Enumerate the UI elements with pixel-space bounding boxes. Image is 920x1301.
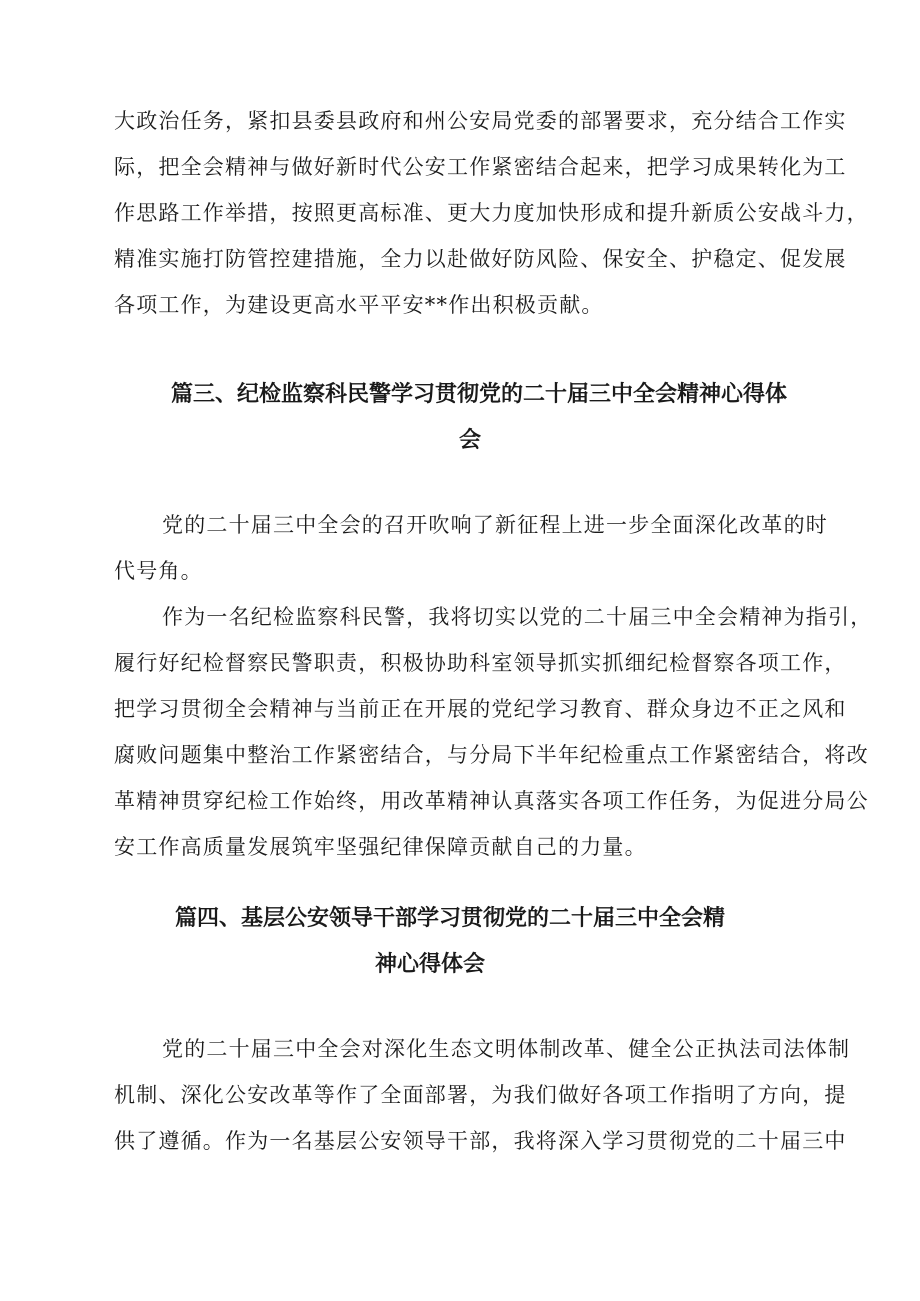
paragraph-4 (114, 1026, 851, 1164)
paragraph-1 (114, 98, 869, 328)
paragraph-2 (114, 502, 826, 594)
paragraph-3 (114, 594, 873, 870)
paragraph-4-line-3: 供了遵循。作为一名基层公安领导干部，我将深入学习贯彻党的二十届三中 (114, 1129, 847, 1153)
section-heading-3-line-2: 会 (458, 428, 481, 453)
paragraph-3-line-3: 把学习贯彻全会精神与当前正在开展的党纪学习教育、群众身边不正之风和 (114, 697, 847, 721)
section-heading-3-line-1: 篇三、纪检监察科民警学习贯彻党的二十届三中全会精神心得体 (170, 382, 787, 407)
section-heading-3 (114, 372, 826, 464)
paragraph-2-line-2: 代号角。 (114, 559, 203, 583)
section-heading-4 (114, 896, 826, 988)
paragraph-1-line-1: 大政治任务，紧扣县委县政府和州公安局党委的部署要求，充分结合工作实 (114, 109, 847, 133)
paragraph-1-line-2: 际，把全会精神与做好新时代公安工作紧密结合起来，把学习成果转化为工 (114, 155, 847, 179)
section-heading-4-line-2: 神心得体会 (374, 952, 485, 977)
paragraph-3-line-2: 履行好纪检督察民警职责，积极协助科室领导抓实抓细纪检督察各项工作， (114, 651, 847, 675)
paragraph-2-line-1: 党的二十届三中全会的召开吹响了新征程上进一步全面深化改革的时 (162, 513, 828, 537)
paragraph-3-line-1: 作为一名纪检监察科民警，我将切实以党的二十届三中全会精神为指引， (162, 605, 873, 629)
paragraph-1-line-4: 精准实施打防管控建措施，全力以赴做好防风险、保安全、护稳定、促发展 (114, 247, 847, 271)
section-heading-4-line-1: 篇四、基层公安领导干部学习贯彻党的二十届三中全会精 (174, 906, 725, 931)
paragraph-3-line-4: 腐败问题集中整治工作紧密结合，与分局下半年纪检重点工作紧密结合，将改 (114, 743, 869, 767)
paragraph-1-line-3: 作思路工作举措，按照更高标准、更大力度加快形成和提升新质公安战斗力， (114, 201, 869, 225)
paragraph-4-line-1: 党的二十届三中全会对深化生态文明体制改革、健全公正执法司法体制 (162, 1037, 851, 1061)
paragraph-3-line-5: 革精神贯穿纪检工作始终，用改革精神认真落实各项工作任务，为促进分局公 (114, 789, 869, 813)
paragraph-3-line-6: 安工作高质量发展筑牢坚强纪律保障贡献自己的力量。 (114, 835, 647, 859)
paragraph-4-line-2: 机制、深化公安改革等作了全面部署，为我们做好各项工作指明了方向，提 (114, 1083, 847, 1107)
paragraph-1-line-5: 各项工作，为建设更高水平平安**作出积极贡献。 (114, 293, 604, 317)
